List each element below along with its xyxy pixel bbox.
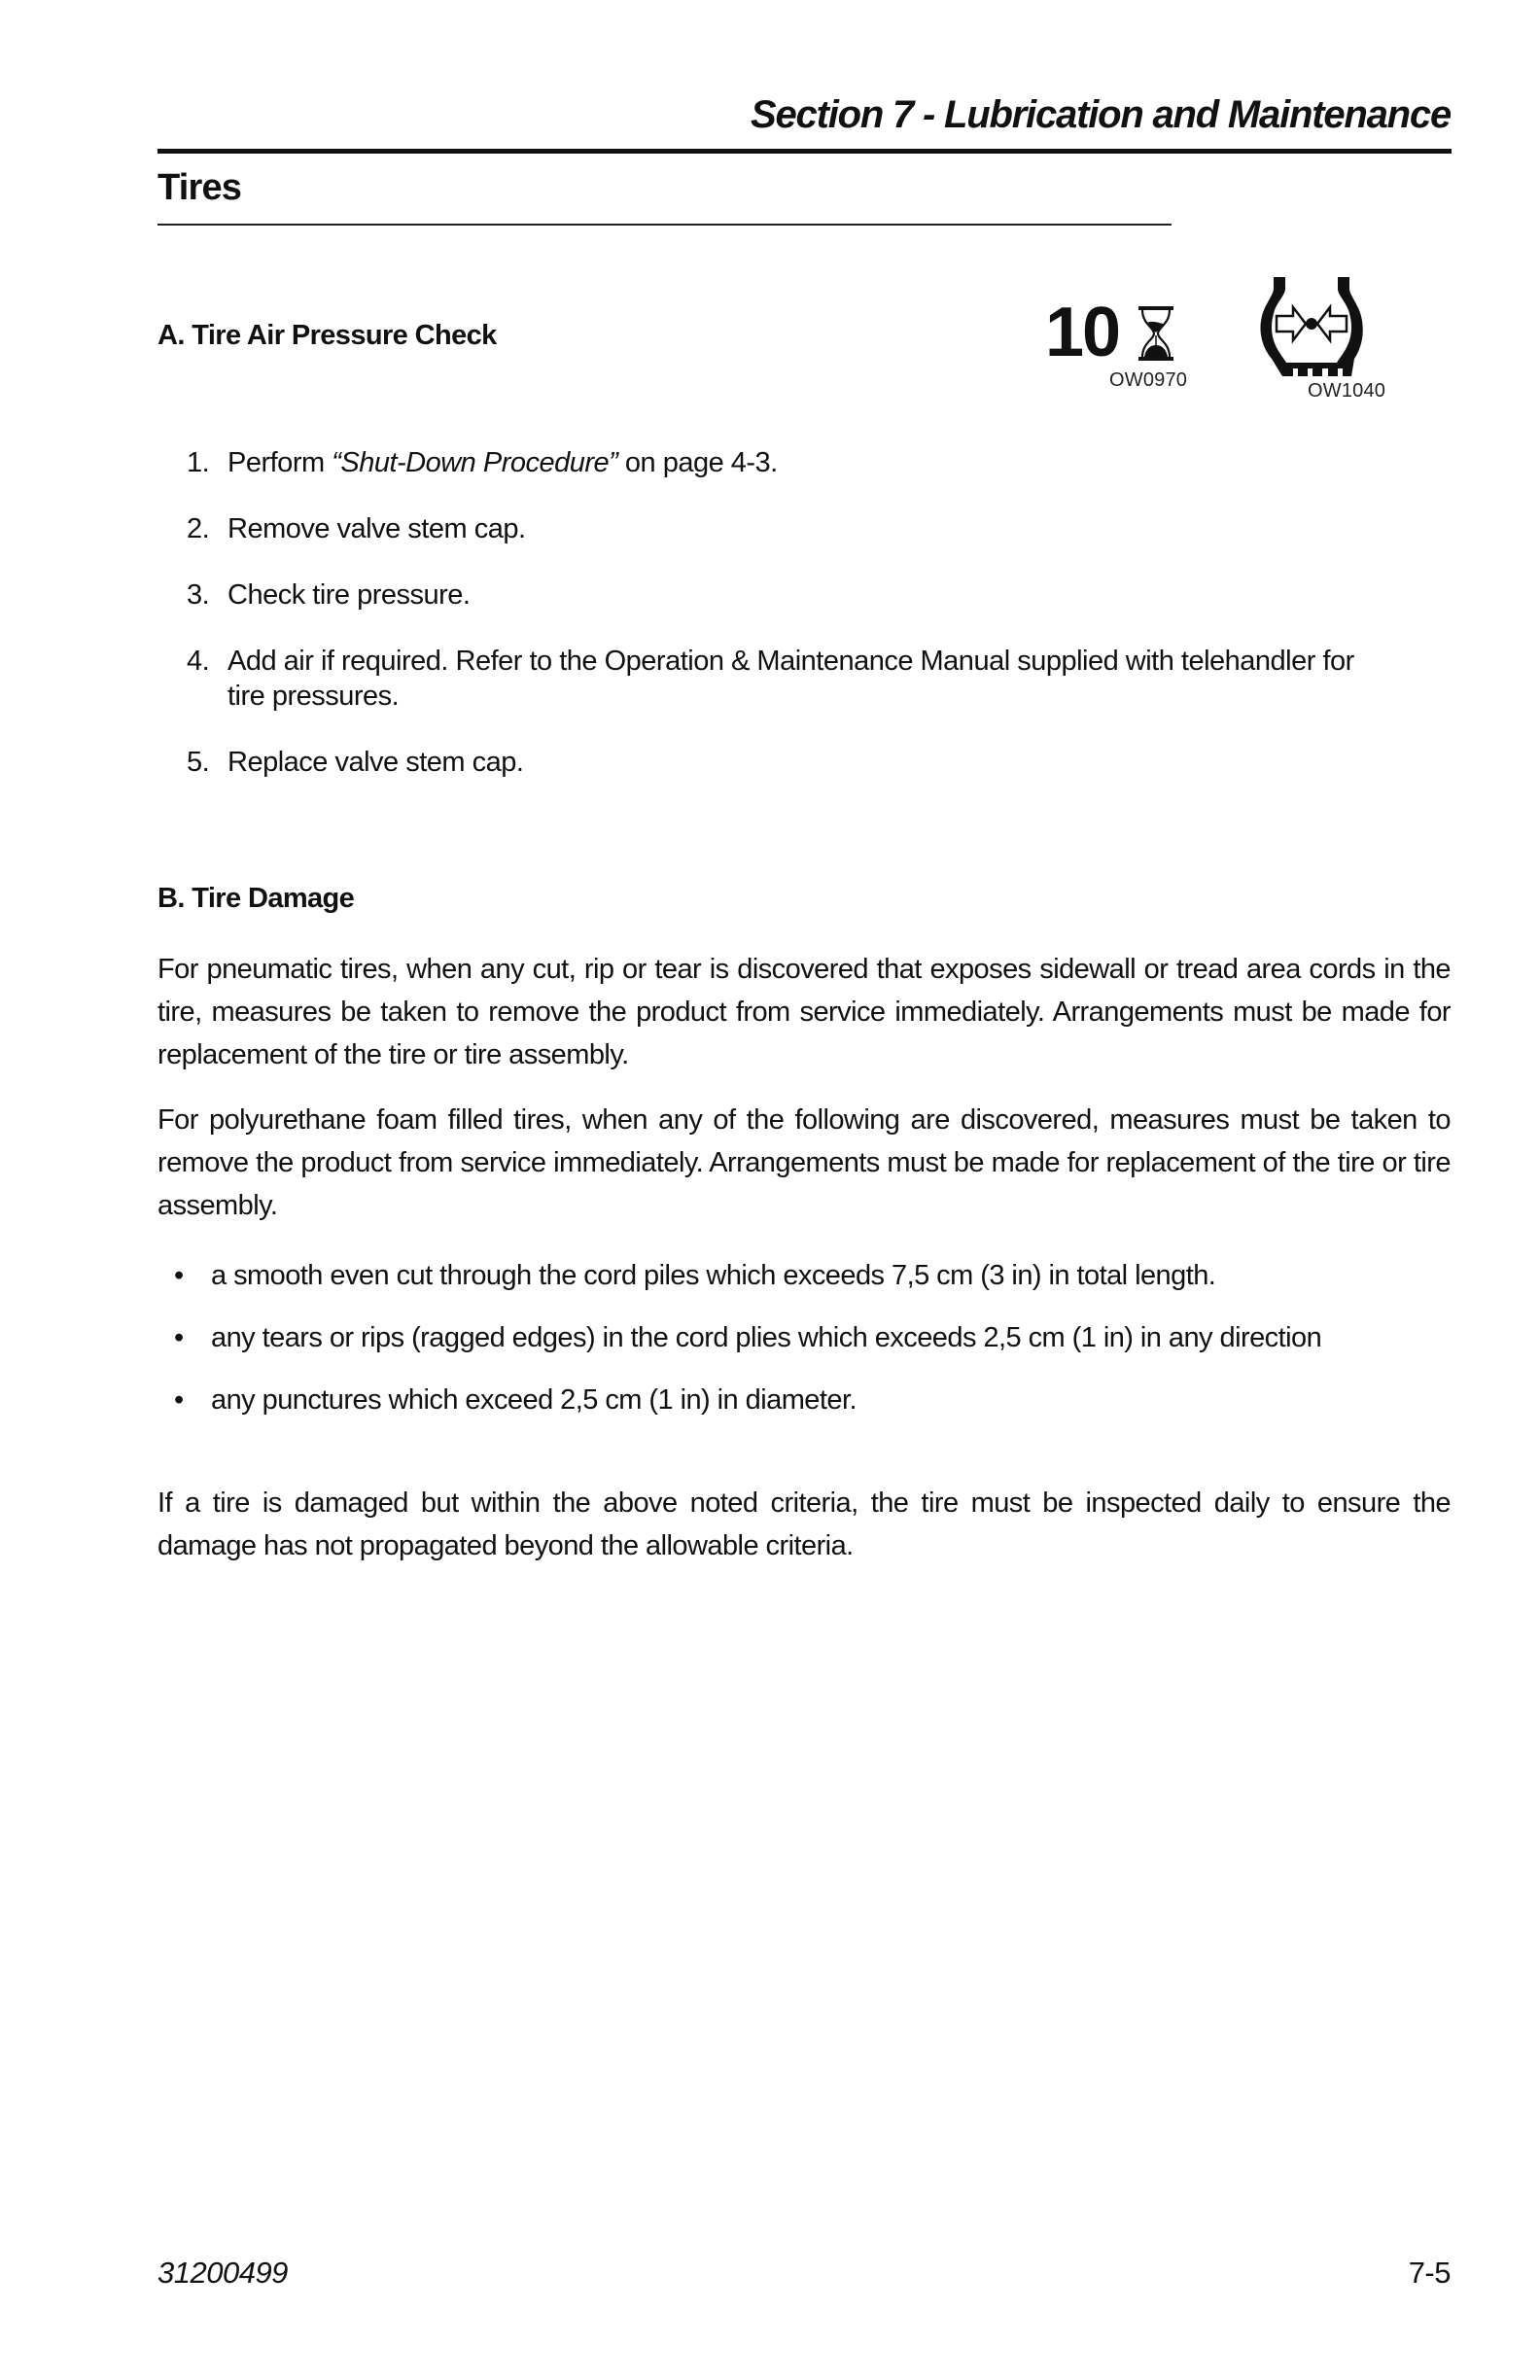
step-text: Replace valve stem cap.: [228, 747, 524, 778]
step-text: Check tire pressure.: [228, 579, 471, 611]
step-item: [158, 511, 1451, 546]
step-number: 2.: [187, 513, 210, 544]
step-item: [158, 745, 1451, 780]
section-a-heading: A. Tire Air Pressure Check: [158, 320, 497, 351]
step-number: 4.: [187, 646, 210, 677]
tire-pressure-icon: [1257, 275, 1366, 380]
step-number: 5.: [187, 747, 210, 778]
foam-filled-tires-paragraph: For polyurethane foam filled tires, when any of the following are discovered, measures must be taken to remove the product from service immediately. Arrangements must be made for replacement of the tire or tire assembly.: [158, 1104, 1451, 1221]
document-number: 31200499: [158, 2256, 288, 2290]
page-number: 7-5: [1408, 2256, 1451, 2290]
shutdown-procedure-reference: “Shut-Down Procedure”: [332, 447, 618, 478]
step-item: [158, 644, 1451, 714]
bullet-icon: •: [174, 1322, 184, 1353]
criteria-text: any tears or rips (ragged edges) in the cord plies which exceeds 2,5 cm (1 in) in any direction: [211, 1322, 1322, 1353]
step-text: Remove valve stem cap.: [228, 513, 526, 544]
title-divider: [158, 224, 1172, 226]
criteria-text: a smooth even cut through the cord piles which exceeds 7,5 cm (3 in) in total length.: [211, 1260, 1216, 1291]
step-text: on page 4-3.: [617, 447, 778, 478]
pneumatic-tires-paragraph: For pneumatic tires, when any cut, rip or tear is discovered that exposes sidewall or tread area cords in the tire, measures be taken to remove the product from service immediately. Arrangements must be made for replacement of the tire or tire assembly.: [158, 954, 1451, 1070]
page-title: Tires: [158, 167, 242, 208]
interval-hours: 10: [1045, 294, 1120, 371]
bullet-icon: •: [174, 1260, 184, 1291]
icon-code-ow0970: OW0970: [1109, 369, 1188, 391]
section-b-heading: B. Tire Damage: [158, 883, 355, 914]
criteria-item: [158, 1316, 1451, 1359]
step-number: 1.: [187, 447, 210, 478]
hourglass-icon: [1138, 306, 1174, 361]
damage-criteria-list: [158, 1254, 1451, 1441]
step-text: Perform: [228, 447, 332, 478]
procedure-steps: [158, 445, 1451, 811]
criteria-text: any punctures which exceed 2,5 cm (1 in) in diameter.: [211, 1384, 857, 1416]
icon-code-ow1040: OW1040: [1308, 380, 1386, 402]
bullet-icon: •: [174, 1384, 184, 1416]
step-item: [158, 578, 1451, 612]
step-number: 3.: [187, 579, 210, 611]
step-item: [158, 445, 1451, 480]
criteria-item: [158, 1254, 1451, 1297]
header-divider: [158, 149, 1452, 154]
criteria-item: [158, 1379, 1451, 1421]
inspection-paragraph: If a tire is damaged but within the above noted criteria, the tire must be inspected daily to ensure the damage has not propagated beyond the allowable criteria.: [158, 1488, 1451, 1561]
section-title: Section 7 - Lubrication and Maintenance: [751, 93, 1451, 136]
step-text: Add air if required. Refer to the Operation & Maintenance Manual supplied with telehandler for tire pressures.: [228, 646, 1354, 712]
